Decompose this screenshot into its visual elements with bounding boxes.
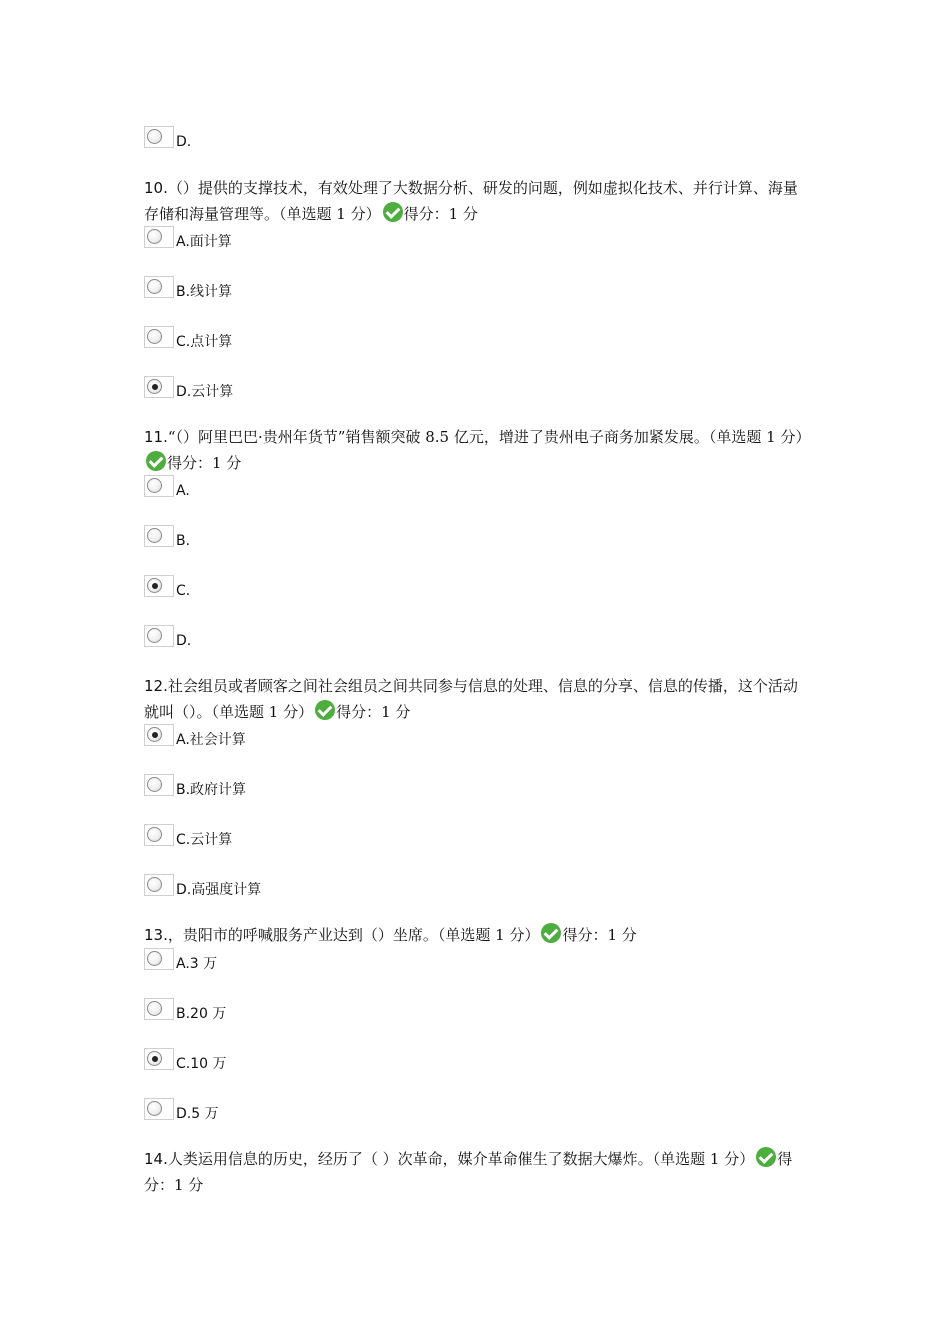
- radio-box: [144, 575, 174, 597]
- question-text: 社会组员或者顾客之间社会组员之间共同参与信息的处理、信息的分享、信息的传播，这个活动就叫（）。（单选题 1 分）: [144, 677, 798, 721]
- option-label: D.5 万: [176, 1106, 219, 1122]
- option-10-b[interactable]: [144, 276, 794, 306]
- option-label: D.: [176, 134, 192, 150]
- check-icon: [541, 923, 561, 943]
- radio-button-unselected[interactable]: [147, 827, 162, 842]
- radio-box: [144, 1098, 174, 1120]
- option-9-d[interactable]: [144, 126, 794, 156]
- option-10-c[interactable]: [144, 326, 794, 356]
- option-label: A.面计算: [176, 234, 232, 250]
- question-number: 14.: [144, 1150, 168, 1168]
- check-icon: [756, 1147, 776, 1167]
- option-11-a[interactable]: [144, 475, 794, 505]
- radio-button-unselected[interactable]: [147, 528, 162, 543]
- question-text: ，贵阳市的呼喊服务产业达到（）坐席。（单选题 1 分）: [167, 926, 540, 944]
- option-label: D.: [176, 633, 192, 649]
- radio-box: [144, 126, 174, 148]
- option-label: C.云计算: [176, 832, 233, 848]
- radio-button-selected[interactable]: [147, 727, 162, 742]
- radio-box: [144, 376, 174, 398]
- radio-box: [144, 326, 174, 348]
- check-icon: [315, 700, 335, 720]
- option-label: D.云计算: [176, 384, 234, 400]
- option-label: B.线计算: [176, 284, 233, 300]
- radio-button-unselected[interactable]: [147, 628, 162, 643]
- question-number: 13.: [144, 926, 168, 944]
- score-text: 得分：1 分: [167, 454, 242, 472]
- option-10-a[interactable]: [144, 226, 794, 256]
- question-number: 10.: [144, 179, 168, 197]
- radio-box: [144, 724, 174, 746]
- check-icon: [146, 451, 166, 471]
- score-text: 得分：1 分: [336, 703, 411, 721]
- question-number: 11.: [144, 428, 168, 446]
- option-13-c[interactable]: [144, 1048, 794, 1078]
- question-11: [144, 424, 809, 476]
- radio-box: [144, 1048, 174, 1070]
- option-13-b[interactable]: [144, 998, 794, 1028]
- radio-button-unselected[interactable]: [147, 1101, 162, 1116]
- option-label: C.10 万: [176, 1056, 227, 1072]
- question-text: （）提供的支撑技术，有效处理了大数据分析、研发的问题，例如虚拟化技术、并行计算、海量存储和海量管理等。（单选题 1 分）: [144, 179, 798, 223]
- radio-button-unselected[interactable]: [147, 951, 162, 966]
- option-label: A.3 万: [176, 956, 218, 972]
- option-12-d[interactable]: [144, 874, 794, 904]
- question-13: [144, 922, 809, 948]
- option-label: A.: [176, 483, 190, 499]
- option-label: B.: [176, 533, 191, 549]
- question-14: [144, 1146, 809, 1198]
- option-label: D.高强度计算: [176, 882, 262, 898]
- radio-box: [144, 998, 174, 1020]
- option-10-d[interactable]: [144, 376, 794, 406]
- option-13-a[interactable]: [144, 948, 794, 978]
- option-label: B.政府计算: [176, 782, 247, 798]
- radio-box: [144, 525, 174, 547]
- option-11-c[interactable]: [144, 575, 794, 605]
- radio-box: [144, 475, 174, 497]
- radio-button-selected[interactable]: [147, 578, 162, 593]
- check-icon: [383, 202, 403, 222]
- radio-button-unselected[interactable]: [147, 478, 162, 493]
- question-number: 12.: [144, 677, 168, 695]
- option-12-b[interactable]: [144, 774, 794, 804]
- option-11-d[interactable]: [144, 625, 794, 655]
- question-text: “（）阿里巴巴·贵州年货节”销售额突破 8.5 亿元，增进了贵州电子商务加紧发展。（单选题 1 分）: [167, 428, 811, 446]
- radio-box: [144, 276, 174, 298]
- radio-box: [144, 774, 174, 796]
- radio-box: [144, 226, 174, 248]
- option-label: B.20 万: [176, 1006, 227, 1022]
- question-12: [144, 673, 809, 725]
- radio-button-selected[interactable]: [147, 1051, 162, 1066]
- option-11-b[interactable]: [144, 525, 794, 555]
- score-text: 得分：1 分: [562, 926, 637, 944]
- radio-box: [144, 824, 174, 846]
- radio-button-unselected[interactable]: [147, 877, 162, 892]
- radio-button-unselected[interactable]: [147, 1001, 162, 1016]
- option-label: C.: [176, 583, 191, 599]
- option-12-c[interactable]: [144, 824, 794, 854]
- score-text: 得分：1 分: [144, 1150, 793, 1194]
- radio-box: [144, 874, 174, 896]
- radio-button-unselected[interactable]: [147, 129, 162, 144]
- option-label: A.社会计算: [176, 732, 246, 748]
- radio-button-unselected[interactable]: [147, 777, 162, 792]
- option-13-d[interactable]: [144, 1098, 794, 1128]
- radio-button-unselected[interactable]: [147, 279, 162, 294]
- radio-button-unselected[interactable]: [147, 229, 162, 244]
- option-label: C.点计算: [176, 334, 233, 350]
- score-text: 得分：1 分: [403, 205, 478, 223]
- radio-button-unselected[interactable]: [147, 329, 162, 344]
- question-10: [144, 175, 809, 227]
- radio-box: [144, 625, 174, 647]
- radio-box: [144, 948, 174, 970]
- question-text: 人类运用信息的历史，经历了（ ）次革命，媒介革命催生了数据大爆炸。（单选题 1 分）: [167, 1150, 755, 1168]
- option-12-a[interactable]: [144, 724, 794, 754]
- radio-button-selected[interactable]: [147, 379, 162, 394]
